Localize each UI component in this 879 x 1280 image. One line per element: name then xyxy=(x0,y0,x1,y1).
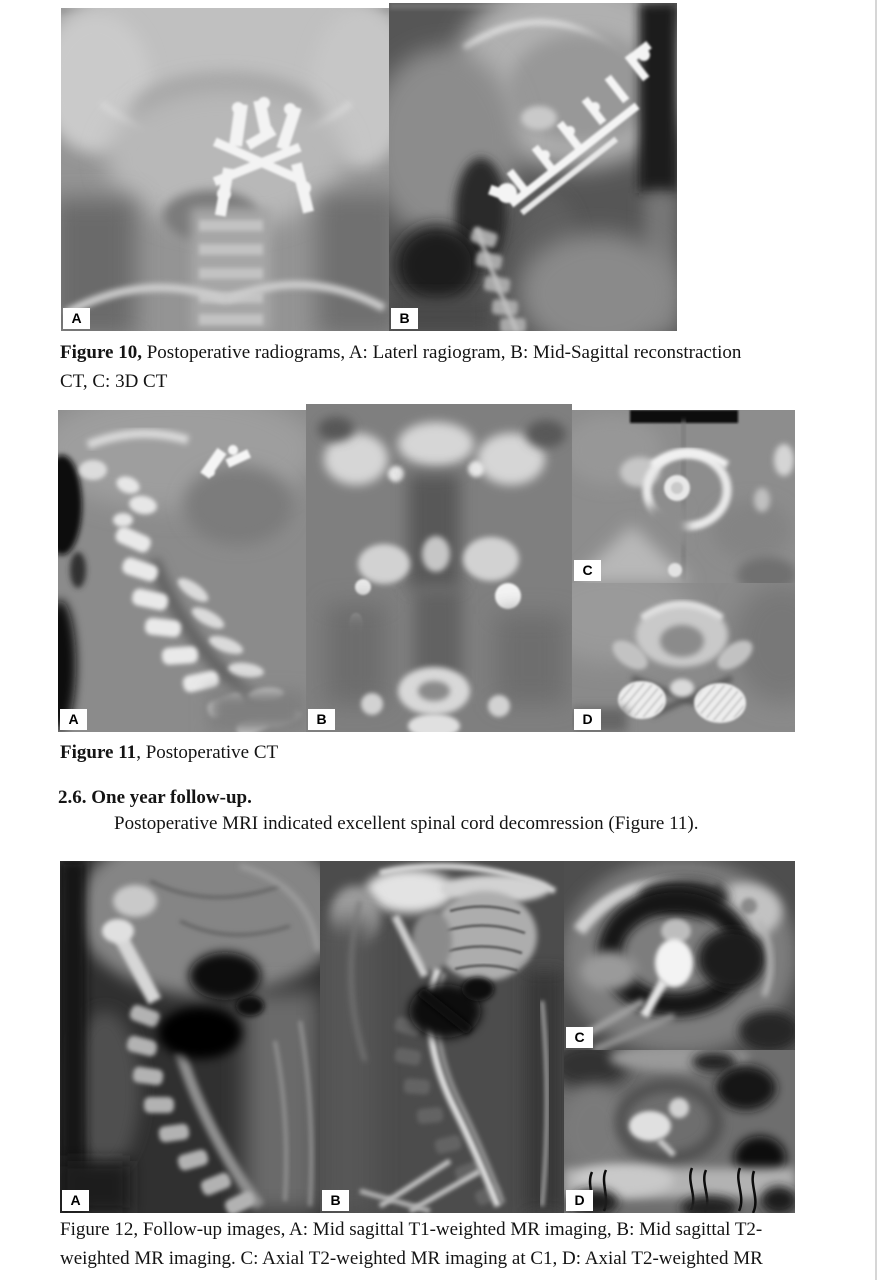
axial-ct-image xyxy=(572,410,795,583)
figure10-panel-a-frontal-radiograph xyxy=(61,8,389,331)
page-edge-line xyxy=(875,0,877,1280)
figure12-caption xyxy=(60,1215,860,1273)
figure11-caption xyxy=(60,738,278,767)
figure11-panel-d-axial-ct xyxy=(572,583,795,732)
panel-label-c: C xyxy=(566,1027,593,1048)
figure12-caption-line1: Figure 12, Follow-up images, A: Mid sagittal T1-weighted MR imaging, B: Mid sagittal T2- xyxy=(60,1219,763,1240)
sagittal-ct-image xyxy=(58,410,306,732)
figure12-panel-d-axial-t2-mri xyxy=(564,1050,795,1213)
figure11-panel-c-axial-ct xyxy=(572,410,795,583)
figure10-caption-line1 xyxy=(60,338,850,367)
panel-label-a: A xyxy=(63,308,90,329)
coronal-ct-image xyxy=(306,404,572,732)
sagittal-t1-mri-image xyxy=(60,861,320,1213)
figure11-caption-rest: , Postoperative CT xyxy=(136,742,279,763)
figure10-caption-rest: Postoperative radiograms, A: Laterl ragiogram, B: Mid-Sagittal reconstraction xyxy=(141,342,742,363)
section-heading-2-6: 2.6. One year follow-up. xyxy=(58,787,252,808)
frontal-xray-image xyxy=(61,8,389,331)
panel-label-d: D xyxy=(574,709,601,730)
figure10-panel-b-lateral-radiograph xyxy=(389,3,677,331)
panel-label-a: A xyxy=(60,709,87,730)
figure11-panel-b-coronal-ct xyxy=(306,404,572,732)
panel-label-b: B xyxy=(391,308,418,329)
section-paragraph: Postoperative MRI indicated excellent spinal cord decomression (Figure 11). xyxy=(114,813,699,834)
figure12-panel-a-sagittal-t1-mri xyxy=(60,861,320,1213)
panel-label-d: D xyxy=(566,1190,593,1211)
figure10-caption-line2: CT, C: 3D CT xyxy=(60,371,168,392)
axial-t2-mri-image xyxy=(564,1050,795,1213)
panel-label-b: B xyxy=(308,709,335,730)
panel-label-c: C xyxy=(574,560,601,581)
panel-label-b: B xyxy=(322,1190,349,1211)
axial-ct-image xyxy=(572,583,795,732)
figure10-caption-bold: Figure 10, xyxy=(60,342,142,363)
sagittal-t2-mri-image xyxy=(320,861,564,1213)
figure11-panel-a-sagittal-ct xyxy=(58,410,306,732)
figure11-caption-line xyxy=(60,738,278,767)
lateral-xray-image xyxy=(389,3,677,331)
figure11-caption-bold: Figure 11 xyxy=(60,742,137,763)
figure12-panel-b-sagittal-t2-mri xyxy=(320,861,564,1213)
figure12-panel-c-axial-t2-mri xyxy=(564,861,795,1050)
axial-t2-mri-image xyxy=(564,861,795,1050)
panel-label-a: A xyxy=(62,1190,89,1211)
figure10-caption xyxy=(60,338,850,396)
figure12-caption-line2: weighted MR imaging. C: Axial T2-weighted MR imaging at C1, D: Axial T2-weighted MR xyxy=(60,1248,763,1269)
